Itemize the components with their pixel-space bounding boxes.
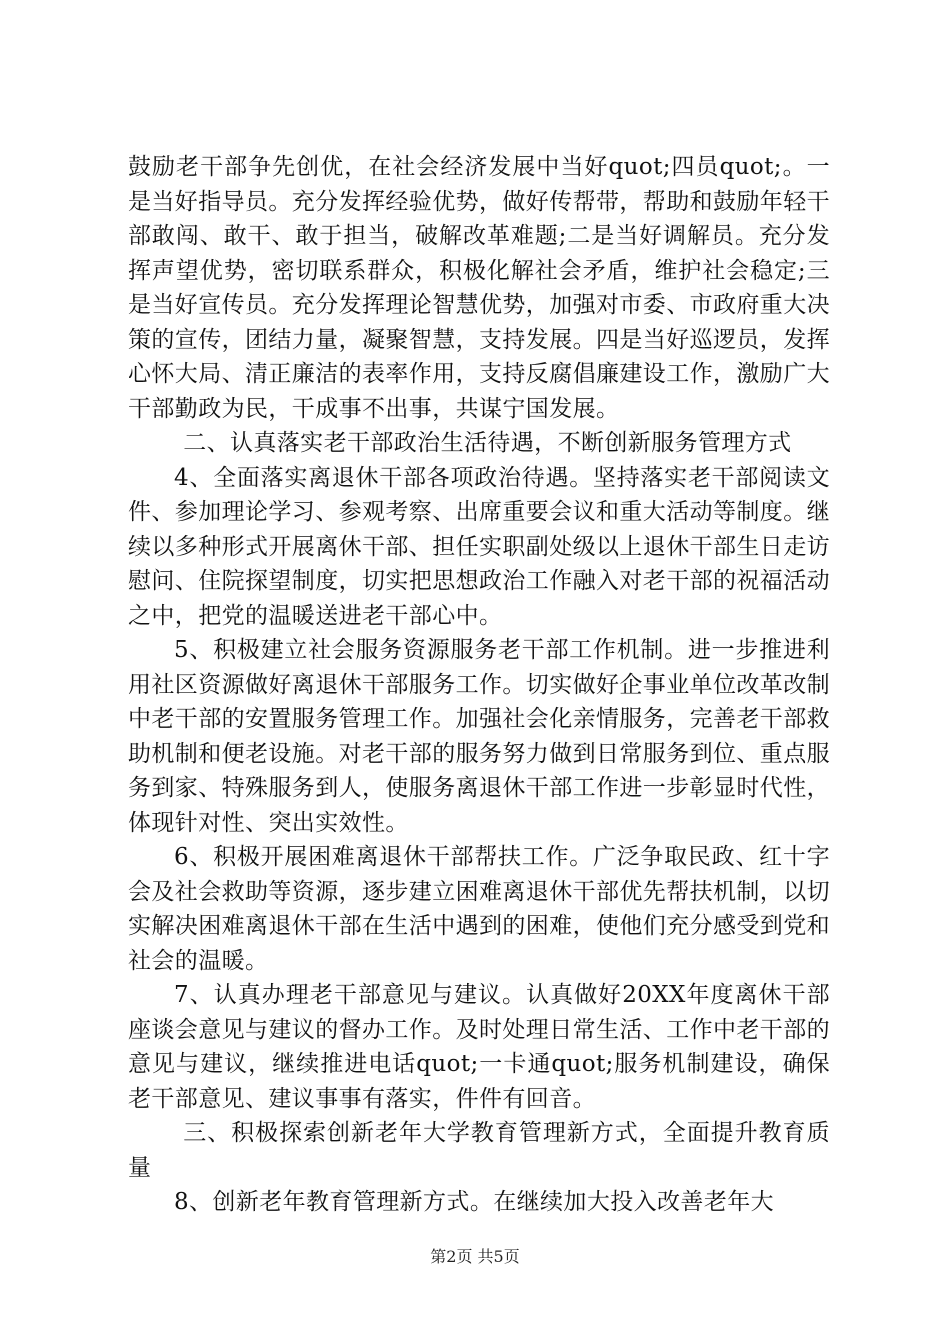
paragraph-four-roles: 鼓励老干部争先创优，在社会经济发展中当好quot;四员quot;。一是当好指导员。充分发挥经验优势，做好传帮带，帮助和鼓励年轻干部敢闯、敢干、敢于担当，破解改革难题;二是当好调解员。充分发挥声望优势，密切联系群众，积极化解社会矛盾，维护社会稳定;三是当好宣传员。充分发挥理论智慧优势，加强对市委、市政府重大决策的宣传，团结力量，凝聚智慧，支持发展。四是当好巡逻员，发挥心怀大局、清正廉洁的表率作用，支持反腐倡廉建设工作，激励广大干部勤政为民，干成事不出事，共谋宁国发展。 [128,154,830,422]
document-body [128,150,830,1220]
section-heading-two: 二、认真落实老干部政治生活待遇，不断创新服务管理方式 [183,430,792,456]
paragraph-item-8: 8、创新老年教育管理新方式。在继续加大投入改善老年大 [174,1189,775,1215]
paragraph-item-6: 6、积极开展困难离退休干部帮扶工作。广泛争取民政、红十字会及社会救助等资源，逐步建立困难离退休干部优先帮扶机制，以切实解决困难离退休干部在生活中遇到的困难，使他们充分感受到党和社会的温暖。 [128,844,830,974]
page-number-footer: 第2页 共5页 [430,1247,520,1266]
section-heading-three: 三、积极探索创新老年大学教育管理新方式，全面提升教育质量 [128,1120,830,1181]
paragraph-item-5: 5、积极建立社会服务资源服务老干部工作机制。进一步推进利用社区资源做好离退休干部服务工作。切实做好企事业单位改革改制中老干部的安置服务管理工作。加强社会化亲情服务，完善老干部救助机制和便老设施。对老干部的服务努力做到日常服务到位、重点服务到家、特殊服务到人，使服务离退休干部工作进一步彰显时代性，体现针对性、突出实效性。 [128,637,830,836]
paragraph-item-4: 4、全面落实离退休干部各项政治待遇。坚持落实老干部阅读文件、参加理论学习、参观考察、出席重要会议和重大活动等制度。继续以多种形式开展离休干部、担任实职副处级以上退休干部生日走访慰问、住院探望制度，切实把思想政治工作融入对老干部的祝福活动之中，把党的温暖送进老干部心中。 [128,464,830,629]
paragraph-item-7: 7、认真办理老干部意见与建议。认真做好20XX年度离休干部座谈会意见与建议的督办工作。及时处理日常生活、工作中老干部的意见与建议，继续推进电话quot;一卡通quot;服务机制建设，确保老干部意见、建议事事有落实，件件有回音。 [128,982,830,1112]
